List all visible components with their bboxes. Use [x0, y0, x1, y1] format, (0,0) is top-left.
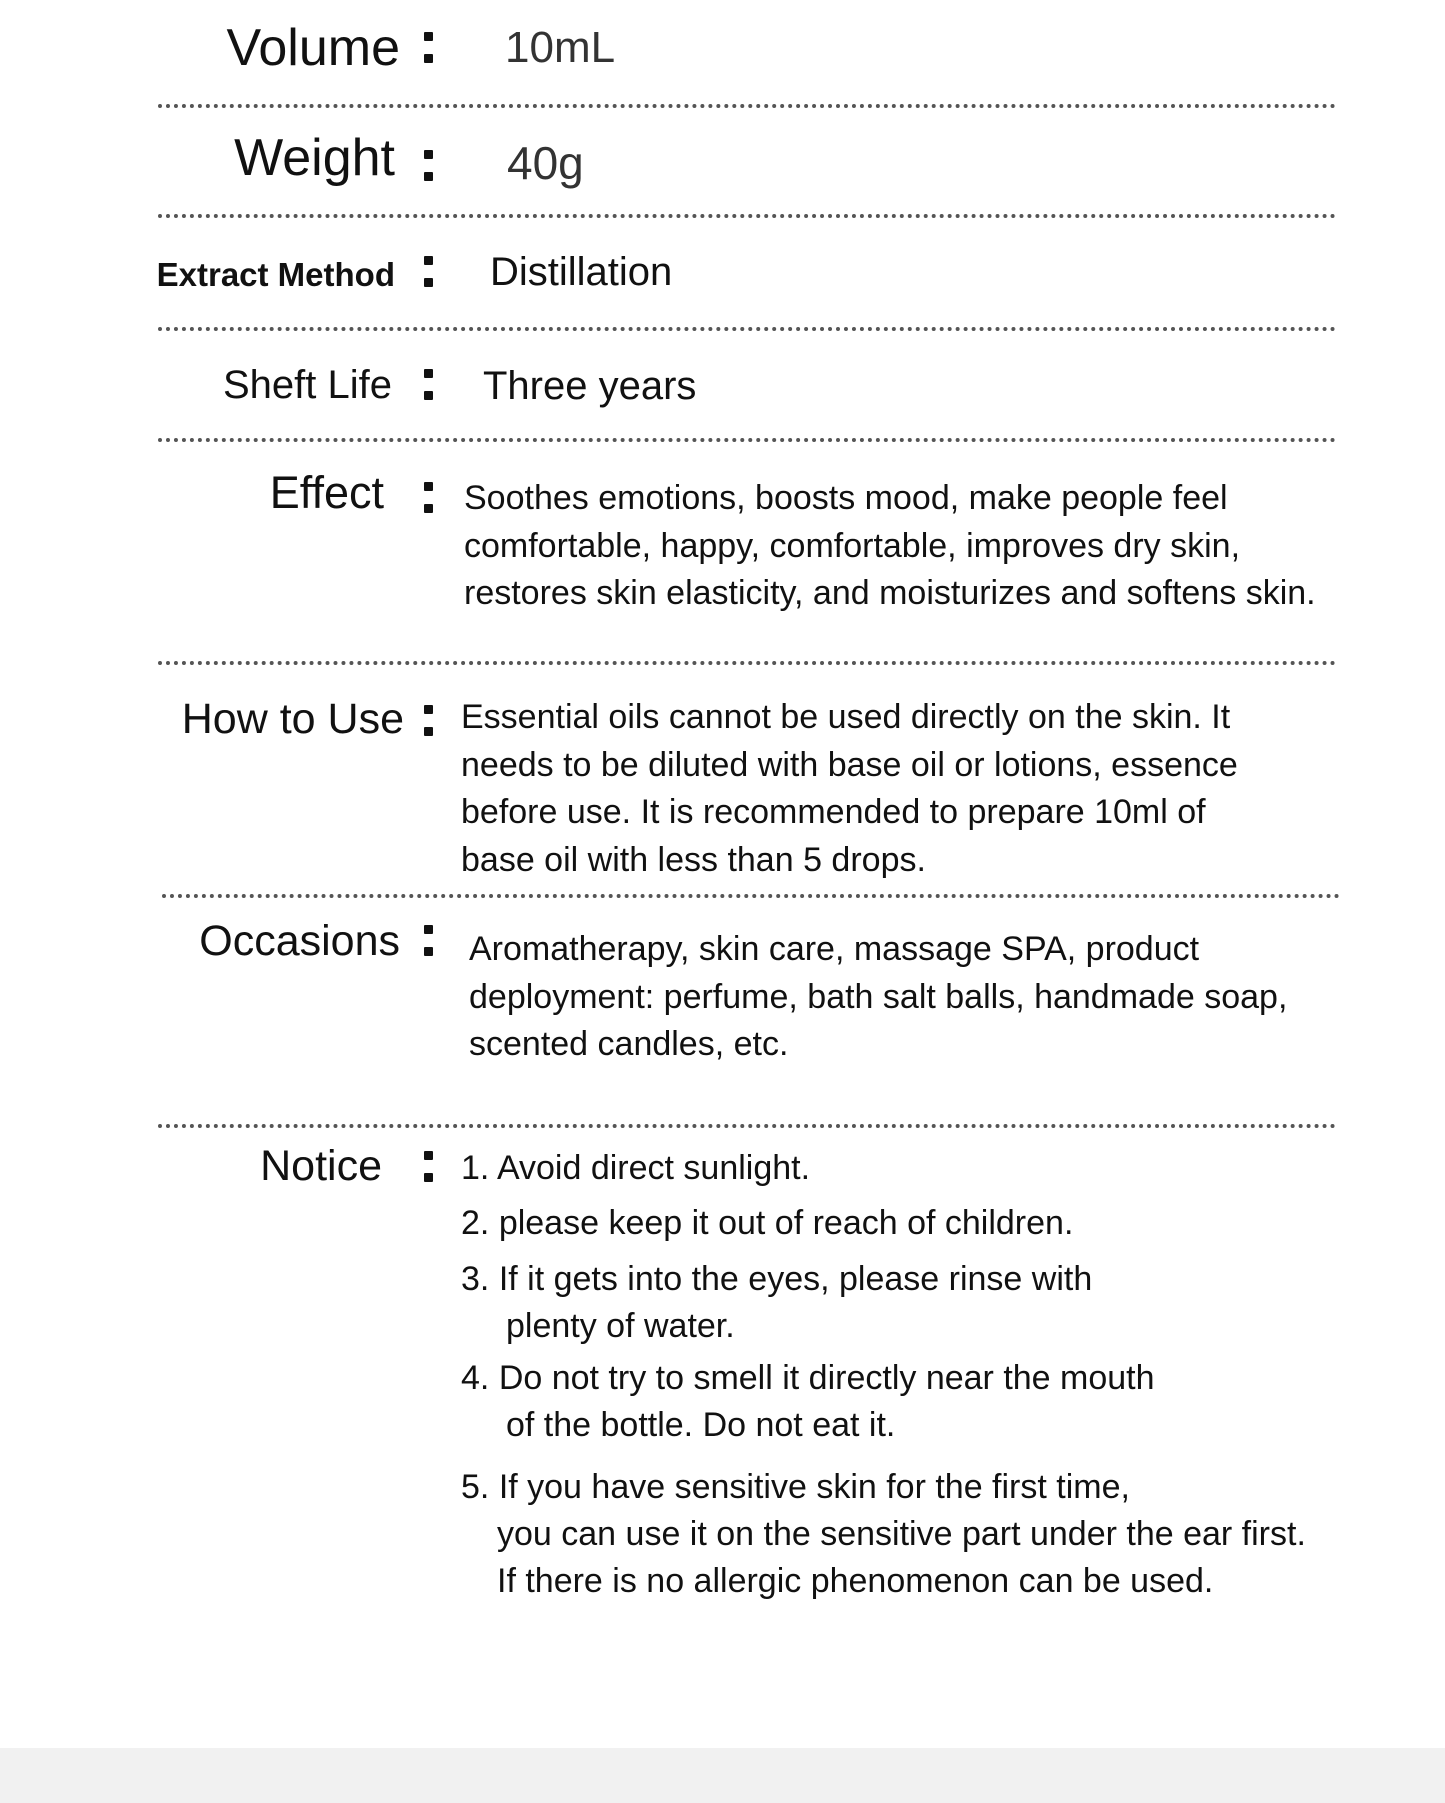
divider: [158, 1124, 1336, 1128]
notice-item-continuation: plenty of water.: [506, 1307, 735, 1345]
divider: [158, 661, 1336, 665]
divider: [158, 104, 1336, 108]
shelf-life-value: Three years: [483, 364, 697, 408]
volume-label: Volume: [226, 19, 400, 77]
notice-item: [461, 1464, 1306, 1605]
effect-label: Effect: [269, 467, 384, 518]
notice-item-continuation: If there is no allergic phenomenon can be used.: [497, 1562, 1214, 1600]
notice-item-number: 2.: [461, 1204, 490, 1242]
notice-item-continuation: you can use it on the sensitive part under the ear first.: [497, 1515, 1306, 1553]
notice-label: Notice: [260, 1142, 382, 1190]
effect-line: Soothes emotions, boosts mood, make people feel: [464, 479, 1228, 517]
notice-item-continuation: of the bottle. Do not eat it.: [506, 1406, 896, 1444]
notice-item-text: please keep it out of reach of children.: [498, 1204, 1074, 1242]
occasions-line: deployment: perfume, bath salt balls, handmade soap,: [469, 977, 1288, 1016]
volume-value: 10mL: [505, 23, 616, 72]
occasions-line: Aromatherapy, skin care, massage SPA, product: [469, 930, 1200, 968]
how-to-use-line: needs to be diluted with base oil or lotions, essence: [461, 745, 1238, 784]
notice-item: [461, 1145, 810, 1192]
occasions-text: [469, 926, 1287, 1069]
effect-text: [464, 475, 1316, 618]
notice-item-text: If it gets into the eyes, please rinse with: [498, 1260, 1093, 1298]
how-to-use-line: Essential oils cannot be used directly on the skin. It: [461, 698, 1231, 736]
notice-item-text: Avoid direct sunlight.: [496, 1149, 811, 1187]
notice-item: [461, 1355, 1155, 1449]
extract-method-value: Distillation: [490, 250, 673, 294]
shelf-life-label: Sheft Life: [222, 363, 392, 407]
effect-line: comfortable, happy, comfortable, improves dry skin,: [464, 526, 1241, 565]
notice-item-text: If you have sensitive skin for the first time,: [498, 1468, 1130, 1506]
occasions-label: Occasions: [199, 917, 400, 965]
occasions-line: scented candles, etc.: [469, 1025, 789, 1063]
divider: [162, 894, 1340, 898]
footer-band: [0, 1748, 1445, 1803]
divider: [158, 438, 1336, 442]
notice-item: [461, 1200, 1073, 1247]
divider: [158, 327, 1336, 331]
how-to-use-line: base oil with less than 5 drops.: [461, 840, 926, 879]
notice-item-number: 3.: [461, 1260, 490, 1298]
notice-item-number: 5.: [461, 1468, 490, 1506]
notice-item-text: Do not try to smell it directly near the mouth: [498, 1359, 1155, 1397]
notice-item: [461, 1256, 1092, 1350]
weight-label: Weight: [234, 129, 395, 187]
how-to-use-line: before use. It is recommended to prepare 10ml of: [461, 793, 1206, 831]
weight-value: 40g: [507, 137, 584, 189]
divider: [158, 214, 1336, 218]
how-to-use-label: How to Use: [181, 695, 404, 743]
how-to-use-text: [461, 694, 1238, 884]
notice-item-number: 4.: [461, 1359, 490, 1397]
effect-line: restores skin elasticity, and moisturizes and softens skin.: [464, 574, 1316, 612]
notice-item-number: 1.: [461, 1149, 490, 1187]
extract-method-label: Extract Method: [156, 256, 395, 293]
